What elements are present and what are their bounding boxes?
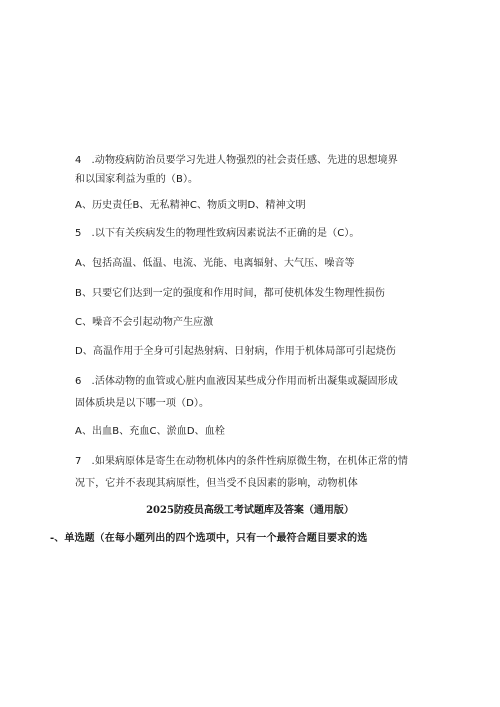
document-title: 2025防疫员高级工考试题库及答案（通用版） [146, 505, 354, 516]
question-4-stem-line-2: 和以国家利益为重的（B）。 [75, 174, 199, 185]
question-6-stem-line-2: 固体质块是以下哪一项（D）。 [75, 398, 210, 409]
question-5-option-d: D、高温作用于全身可引起热射病、日射病，作用于机体局部可引起烧伤 [75, 346, 396, 357]
question-5-option-b: B、只要它们达到一定的强度和作用时间，都可使机体发生物理性损伤 [75, 288, 385, 299]
question-4-options: A、历史责任B、无私精神C、物质文明D、精神文明 [75, 200, 306, 211]
question-5-stem: 5 .以下有关疾病发生的物理性致病因素说法不正确的是（C）。 [75, 228, 360, 239]
question-6-stem-line-1: 6 .活体动物的血管或心脏内血液因某些成分作用而析出凝集或凝固形成 [75, 376, 398, 387]
question-4-stem-line-1: 4 .动物疫病防治员要学习先进人物强烈的社会责任感、先进的思想境界 [75, 155, 398, 166]
question-7-stem-line-1: 7 .如果病原体是寄生在动物机体内的条件性病原微生物，在机体正常的情 [75, 456, 408, 467]
question-5-option-c: C、噪音不会引起动物产生应激 [75, 317, 214, 328]
question-5-option-a: A、包括高温、低温、电流、光能、电离辐射、大气压、噪音等 [75, 258, 355, 269]
question-6-options: A、出血B、充血C、淤血D、血栓 [75, 426, 225, 437]
question-7-stem-line-2: 况下，它并不表现其病原性，但当受不良因素的影响，动物机体 [75, 478, 358, 489]
section-heading: -、单选题（在每小题列出的四个选项中，只有一个最符合题目要求的选 [50, 533, 368, 544]
